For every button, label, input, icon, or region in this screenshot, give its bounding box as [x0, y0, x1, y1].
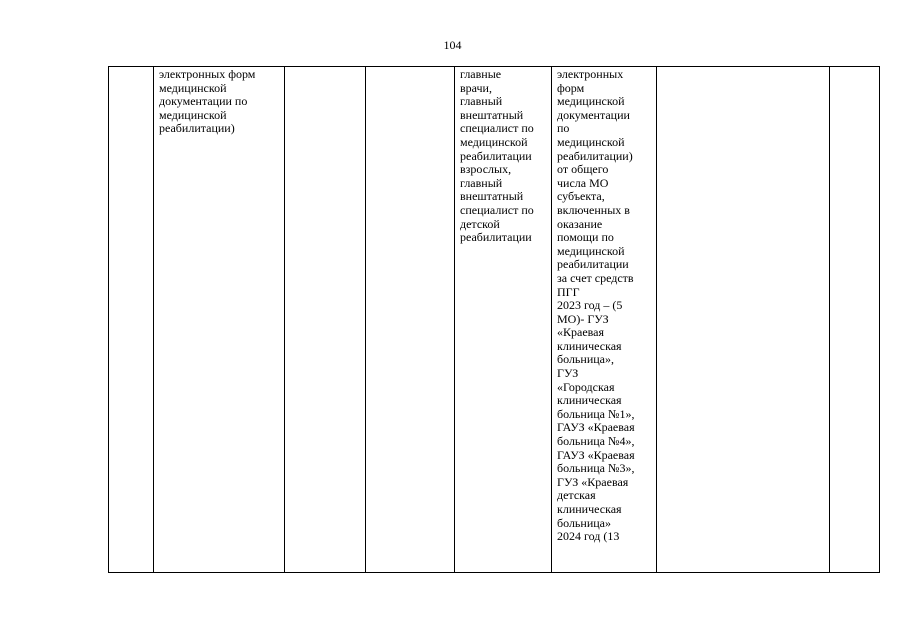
- table-cell-6: [552, 67, 657, 573]
- document-table: [108, 66, 880, 573]
- table-cell-2: [154, 67, 285, 573]
- table-cell-1: [109, 67, 154, 573]
- table-cell-5: [455, 67, 552, 573]
- page-number: 104: [443, 38, 462, 52]
- table-cell-4: [366, 67, 455, 573]
- table-cell-7: [657, 67, 830, 573]
- cell-text-documentation: электронных форм медицинской документации по медицинской реабилитации): [159, 67, 256, 136]
- table-row: [109, 67, 880, 573]
- cell-text-indicator: электронных форм медицинской документации по медицинской реабилитации) от общего числа МО субъекта, включенных в оказание помощи по медицинской реабилитации за счет средств ПГГ 2023 год – (5 МО)- ГУЗ «Краевая клиническая больница», ГУЗ «Городская клиническая больница №1», ГАУЗ «Краевая больница №4», ГАУЗ «Краевая больница №3», ГУЗ «Краевая детская клиническая больница» 2024 год (13: [557, 67, 635, 544]
- cell-text-responsible: главные врачи, главный внештатный специалист по медицинской реабилитации взрослых, главный внештатный специалист по детской реабилитации: [460, 67, 534, 245]
- table-cell-3: [285, 67, 366, 573]
- table-cell-8: [830, 67, 880, 573]
